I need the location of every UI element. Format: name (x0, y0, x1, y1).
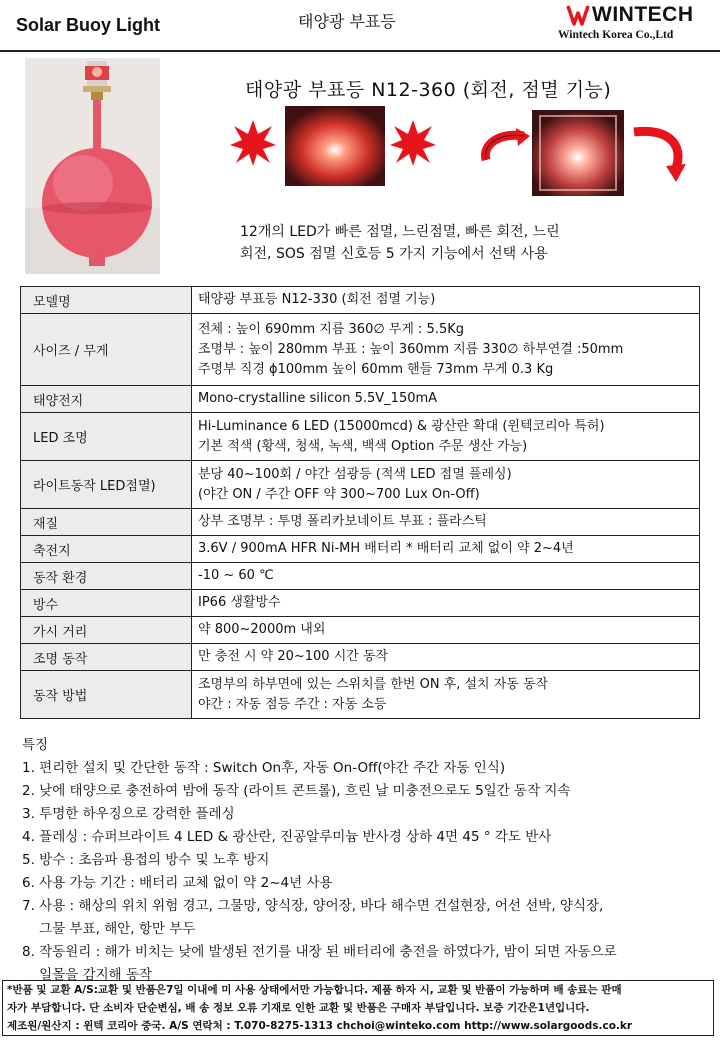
table-row (21, 314, 700, 386)
feature-item: 6. 사용 가능 기간 : 배터리 교체 없이 약 2~4년 사용 (22, 875, 333, 891)
spec-value (192, 314, 700, 386)
desc-line: 회전, SOS 점멸 신호등 5 가지 기능에서 선택 사용 (240, 246, 548, 262)
spec-line: 전체 : 높이 690mm 지름 360∅ 무게 : 5.5Kg (198, 321, 465, 337)
feature-item: 일몰을 감지해 동작 (22, 967, 153, 983)
feature-item: 그물 부표, 해안, 항만 부두 (22, 921, 196, 937)
feature-item: 5. 방수 : 초음파 용접의 방수 및 노후 방지 (22, 852, 270, 868)
spec-value (192, 671, 700, 719)
spec-value: 약 800~2000m 내외 (192, 617, 700, 644)
table-row (21, 590, 700, 617)
spec-value: IP66 생활방수 (192, 590, 700, 617)
spec-line: 조명부 : 높이 280mm 부표 : 높이 360mm 지름 330∅ 하부연결 :50mm (198, 341, 624, 357)
red-light-glow-image (285, 106, 385, 186)
starburst-left-icon (228, 118, 278, 168)
product-title: 태양광 부표등 N12-360 (회전, 점멸 기능) (245, 79, 612, 101)
spec-label: 라이트동작 LED점멸) (21, 461, 192, 509)
feature-item: 4. 플레싱 : 슈퍼브라이트 4 LED & 광산란, 진공알루미늄 반사경 상하 4면 45 ° 각도 반사 (22, 829, 552, 845)
spec-value: -10 ~ 60 ℃ (192, 563, 700, 590)
spec-label: 방수 (21, 590, 192, 617)
logo-subtitle: Wintech Korea Co.,Ltd (558, 29, 674, 41)
features-section (22, 734, 712, 987)
spec-line: Hi-Luminance 6 LED (15000mcd) & 광산란 확대 (윈텍코리아 특허) (198, 418, 605, 434)
rotate-arrow-left-icon (478, 124, 530, 176)
spec-value (192, 461, 700, 509)
notice-line: *반품 및 교환 A/S:교환 및 반품은7일 이내에 미 사용 상태에서만 가능합니다. 제품 하자 시, 교환 및 반품이 가능하며 배 송료는 판매 (7, 984, 622, 996)
desc-line: 12개의 LED가 빠른 점멸, 느린점멸, 빠른 회전, 느린 (240, 224, 560, 240)
spec-value (192, 413, 700, 461)
spec-value: 3.6V / 900mA HFR Ni-MH 배터리 * 배터리 교체 없이 약 2~4년 (192, 536, 700, 563)
spec-value: 상부 조명부 : 투명 폴리카보네이트 부표 : 플라스틱 (192, 509, 700, 536)
feature-item: 8. 작동원리 : 해가 비치는 낮에 발생된 전기를 내장 된 배터리에 충전을 하였다가, 밤이 되면 자동으로 (22, 944, 617, 960)
logo-wordmark: WINTECH (592, 3, 694, 26)
table-row (21, 413, 700, 461)
spec-line: 주명부 직경 ϕ100mm 높이 60mm 핸들 73mm 무게 0.3 Kg (198, 361, 554, 377)
table-row (21, 671, 700, 719)
spec-label: 사이즈 / 무게 (21, 314, 192, 386)
spec-label: 태양전지 (21, 386, 192, 413)
table-row (21, 536, 700, 563)
spec-label: 동작 방법 (21, 671, 192, 719)
spec-label: 조명 동작 (21, 644, 192, 671)
spec-line: 조명부의 하부면에 있는 스위치를 한번 ON 후, 설치 자동 동작 (198, 676, 549, 692)
header-divider (0, 50, 720, 52)
wintech-logo-icon (566, 3, 590, 27)
spec-label: 축전지 (21, 536, 192, 563)
notice-box (2, 980, 714, 1036)
table-row (21, 644, 700, 671)
starburst-right-icon (388, 118, 438, 168)
product-description (240, 221, 560, 265)
spec-label: 동작 환경 (21, 563, 192, 590)
table-row (21, 461, 700, 509)
spec-line: 기본 적색 (황색, 청색, 녹색, 백색 Option 주문 생산 가능) (198, 438, 528, 454)
table-row (21, 287, 700, 314)
notice-line: 자가 부담합니다. 단 소비자 단순변심, 배 송 정보 오류 기재로 인한 교환 및 반품은 구매자 부담입니다. 보증 기간은1년입니다. (7, 1002, 590, 1014)
spec-value: 만 충전 시 약 20~100 시간 동작 (192, 644, 700, 671)
header-title-left: Solar Buoy Light (16, 15, 160, 35)
rotate-arrow-right-icon (628, 124, 688, 184)
table-row (21, 617, 700, 644)
features-title: 특징 (22, 737, 49, 753)
spec-label: 가시 거리 (21, 617, 192, 644)
spec-line: 야간 : 자동 점등 주간 : 자동 소등 (198, 696, 387, 712)
spec-value: 태양광 부표등 N12-330 (회전 점멸 기능) (192, 287, 700, 314)
spec-label: 재질 (21, 509, 192, 536)
feature-item: 1. 편리한 설치 및 간단한 동작 : Switch On후, 자동 On-Off(야간 주간 자동 인식) (22, 760, 506, 776)
header-title-center: 태양광 부표등 (298, 12, 396, 31)
spec-line: 분당 40~100회 / 야간 섬광등 (적색 LED 점멸 플레싱) (198, 466, 512, 482)
rotating-light-image (532, 110, 624, 196)
buoy-product-photo (25, 58, 160, 274)
feature-item: 3. 투명한 하우징으로 강력한 플레싱 (22, 806, 235, 822)
table-row (21, 563, 700, 590)
spec-value: Mono-crystalline silicon 5.5V_150mA (192, 386, 700, 413)
feature-item: 7. 사용 : 해상의 위치 위험 경고, 그물망, 양식장, 양어장, 바다 해수면 건설현장, 어선 선박, 양식장, (22, 898, 604, 914)
notice-line: 제조원/원산지 : 윈텍 코리아 중국. A/S 연락처 : T.070-8275-1313 chchoi@winteko.com http://www.solargoods.co.kr (7, 1020, 633, 1032)
spec-table (20, 286, 700, 719)
table-row (21, 386, 700, 413)
feature-item: 2. 낮에 태양으로 충전하여 밤에 동작 (라이트 콘트롤), 흐린 날 미충전으로도 5일간 동작 지속 (22, 783, 571, 799)
spec-label: LED 조명 (21, 413, 192, 461)
spec-label: 모델명 (21, 287, 192, 314)
table-row (21, 509, 700, 536)
spec-line: (야간 ON / 주간 OFF 약 300~700 Lux On-Off) (198, 486, 480, 502)
